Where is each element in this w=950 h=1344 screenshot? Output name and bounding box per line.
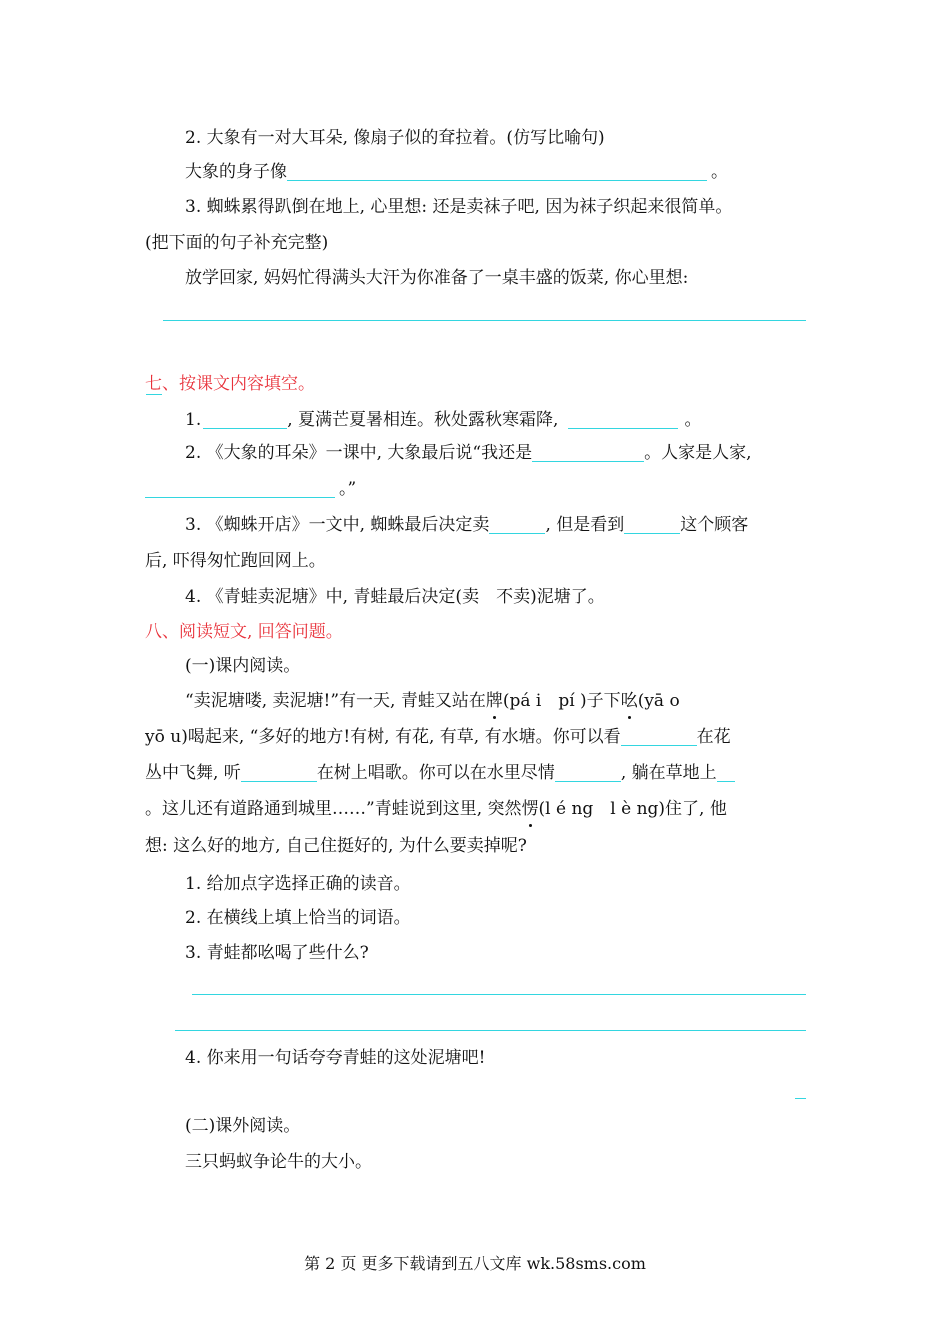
pinyin-choice-yao: (yā o <box>637 691 680 711</box>
s7-q2-blank-2[interactable] <box>145 477 335 498</box>
s7-q1-mid: , 夏满芒夏暑相连。秋处露秋寒霜降, <box>287 410 559 430</box>
section-7-heading: 七、按课文内容填空。 <box>145 374 315 394</box>
s6-q2-line <box>185 160 728 184</box>
passage-text: “卖泥塘喽, 卖泥塘!”有一天, 青蛙又站在 <box>185 691 486 711</box>
dotted-char-pai: 牌 <box>485 691 503 711</box>
s8-part2-label: (二)课外阅读。 <box>185 1116 301 1136</box>
s8-passage-line-3 <box>145 761 735 785</box>
s8-q3-answer-line-2[interactable] <box>175 1030 806 1031</box>
pinyin-choice-pai: (pá i pí )子下 <box>502 691 621 711</box>
s7-q3-blank-2[interactable] <box>624 513 680 534</box>
s7-q2-blank-1[interactable] <box>532 441 644 462</box>
s7-q1 <box>185 408 701 432</box>
s6-q3-prompt: 放学回家, 妈妈忙得满头大汗为你准备了一桌丰盛的饭菜, 你心里想: <box>185 268 689 288</box>
s7-q3 <box>185 513 748 537</box>
s8-q2: 2. 在横线上填上恰当的词语。 <box>185 908 411 928</box>
s8-q3-answer-line-1[interactable] <box>192 994 806 995</box>
passage-text: 在树上唱歌。你可以在水里尽情 <box>316 763 555 783</box>
s7-q2-cont <box>145 477 356 501</box>
dotted-char-leng: 愣 <box>521 799 539 819</box>
s6-q2-text: 2. 大象有一对大耳朵, 像扇子似的耷拉着。(仿写比喻句) <box>185 128 605 148</box>
s6-q2-answer-blank[interactable] <box>287 160 707 181</box>
s8-passage-line-1 <box>185 689 680 713</box>
passage-text: yō u)喝起来, “多好的地方!有树, 有花, 有草, 有水塘。你可以看 <box>145 727 621 747</box>
s7-q3-text: 3. 《蜘蛛开店》一文中, 蜘蛛最后决定卖 <box>185 515 490 535</box>
section-8-heading: 八、阅读短文, 回答问题。 <box>145 622 343 642</box>
s7-q3-blank-1[interactable] <box>489 513 545 534</box>
s8-blank-3[interactable] <box>555 761 621 782</box>
s8-passage-line-5: 想: 这么好的地方, 自己住挺好的, 为什么要卖掉呢? <box>145 836 527 856</box>
heading-underline <box>146 394 162 395</box>
s8-q3: 3. 青蛙都吆喝了些什么? <box>185 943 369 963</box>
s8-blank-1[interactable] <box>621 725 697 746</box>
s7-q1-num: 1. <box>185 410 202 430</box>
s7-q2-mid: 。人家是人家, <box>644 443 752 463</box>
s7-q1-blank-1[interactable] <box>203 408 287 429</box>
passage-text: 。这儿还有道路通到城里……”青蛙说到这里, 突然 <box>145 799 522 819</box>
s8-passage-line-4 <box>145 797 727 821</box>
s6-q3-text: 3. 蜘蛛累得趴倒在地上, 心里想: 还是卖袜子吧, 因为袜子织起来很简单。 <box>185 197 733 217</box>
s7-q4: 4. 《青蛙卖泥塘》中, 青蛙最后决定(卖 不卖)泥塘了。 <box>185 587 605 607</box>
s8-passage-line-2 <box>145 725 731 749</box>
s8-q4: 4. 你来用一句话夸夸青蛙的这处泥塘吧! <box>185 1048 486 1068</box>
s7-q3-cont: 后, 吓得匆忙跑回网上。 <box>145 551 326 571</box>
passage-text: , 躺在草地上 <box>620 763 717 783</box>
s7-q3-tail: 这个顾客 <box>680 515 749 535</box>
s8-blank-4[interactable] <box>717 761 735 782</box>
page-footer: 第 2 页 更多下载请到五八文库 wk.58sms.com <box>304 1254 646 1273</box>
s7-q2 <box>185 441 752 465</box>
passage-text: 在花 <box>696 727 731 747</box>
s7-q3-mid: , 但是看到 <box>545 515 625 535</box>
s6-q3-answer-line[interactable] <box>163 320 806 321</box>
s7-q2-end: 。” <box>339 479 357 499</box>
s7-q1-blank-2[interactable] <box>568 408 678 429</box>
s8-part2-title: 三只蚂蚁争论牛的大小。 <box>185 1152 372 1172</box>
s8-q4-answer-line[interactable] <box>795 1098 806 1099</box>
passage-text: 丛中飞舞, 听 <box>145 763 241 783</box>
s8-part1-label: (一)课内阅读。 <box>185 656 301 676</box>
s8-blank-2[interactable] <box>241 761 317 782</box>
s6-q3-instruction: (把下面的句子补充完整) <box>145 233 329 253</box>
s6-q2-prompt: 大象的身子像 <box>185 162 287 182</box>
s7-q2-text: 2. 《大象的耳朵》一课中, 大象最后说“我还是 <box>185 443 533 463</box>
s7-q1-end: 。 <box>684 410 702 430</box>
dotted-char-yao: 吆 <box>620 691 638 711</box>
s8-q1: 1. 给加点字选择正确的读音。 <box>185 874 411 894</box>
pinyin-choice-leng: (l é ng l è ng)住了, 他 <box>538 799 727 819</box>
s6-q2-end: 。 <box>711 162 728 182</box>
